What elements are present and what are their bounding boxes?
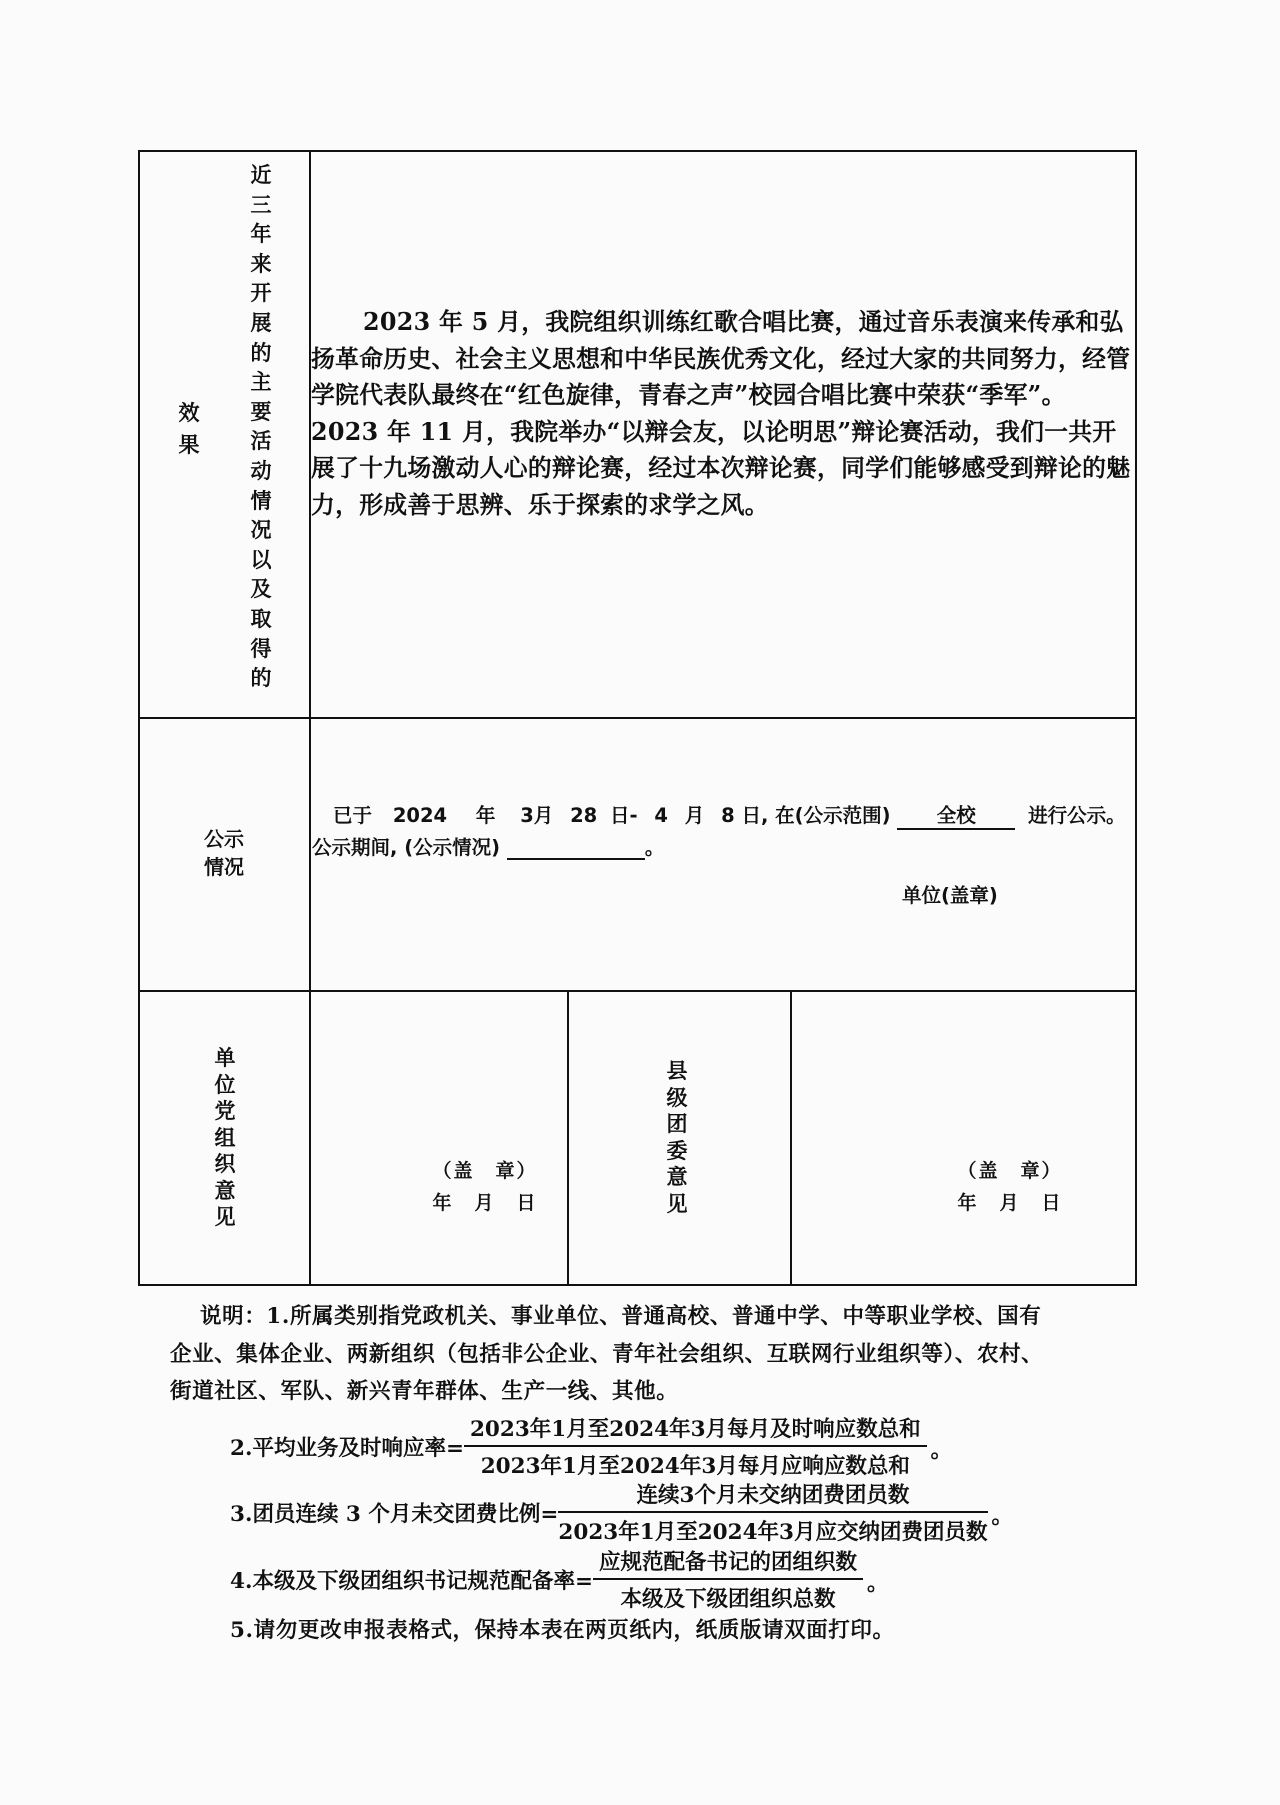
activities-label-vertical: [246, 160, 276, 693]
date-label: 年 月 日: [432, 1192, 538, 1214]
label-char: 要: [250, 398, 272, 424]
fraction-denominator: 本级及下级团组织总数: [620, 1587, 836, 1612]
publicity-year: 2024: [392, 804, 448, 827]
label-char: 的: [250, 339, 272, 365]
label-char: 动: [250, 457, 272, 483]
label-char: 意: [214, 1177, 236, 1203]
label-char: 见: [214, 1204, 236, 1229]
label-char: 近: [250, 162, 272, 187]
column-divider: [790, 990, 792, 1286]
label-line: 情况: [204, 855, 244, 879]
row-divider: [138, 990, 1137, 992]
label-char: 来: [250, 250, 272, 276]
label-char: 展: [250, 309, 272, 335]
column-divider: [567, 990, 569, 1286]
county-stamp-block: [935, 1155, 1085, 1219]
note-4-formula: [230, 1545, 889, 1613]
label-line: 公示: [204, 827, 244, 851]
label-char: 三: [250, 191, 272, 217]
label-char: 见: [666, 1190, 688, 1216]
text: 月: [684, 804, 705, 827]
fraction-numerator: 连续3个月未交纳团费团员数: [558, 1478, 987, 1513]
formula-label: 2.平均业务及时响应率=: [230, 1435, 464, 1461]
party-organization-opinion-label: [210, 1045, 240, 1231]
note-1-line: 企业、集体企业、两新组织（包括非公企业、青年社会组织、互联网行业组织等）、农村、: [170, 1341, 1044, 1367]
county-youth-league-opinion-label: [662, 1058, 692, 1217]
label-char: 意: [666, 1164, 688, 1189]
label-char: 委: [666, 1137, 688, 1163]
text: 公示期间, (公示情况): [312, 836, 501, 859]
label-char: 得: [250, 635, 272, 661]
publicity-start-day: 28: [570, 804, 598, 827]
unit-stamp-label: 单位(盖章): [902, 884, 998, 907]
label-char: 活: [250, 428, 272, 454]
text: 年: [475, 804, 496, 827]
publicity-scope-field[interactable]: 全校: [897, 800, 1015, 830]
label-char: 开: [250, 280, 272, 306]
activities-content: [311, 304, 1137, 523]
label-char: 年: [250, 221, 272, 247]
label-char: 组: [214, 1124, 236, 1150]
label-char: 织: [214, 1151, 236, 1176]
text: 已于: [333, 804, 373, 827]
row-divider: [138, 717, 1137, 719]
fraction: [593, 1545, 863, 1613]
notes-section: [170, 1298, 1120, 1411]
label-char: 以: [250, 546, 272, 572]
date-label: 年 月 日: [957, 1192, 1063, 1214]
text: 日, 在(公示范围): [741, 804, 891, 827]
text: 。: [644, 836, 665, 859]
label-char: 情: [250, 487, 272, 513]
label-char: 主: [250, 369, 272, 395]
note-2-formula: [230, 1412, 952, 1480]
note-3-formula: [230, 1478, 1013, 1546]
label-char: 位: [214, 1071, 236, 1097]
publicity-start-month: 3: [520, 804, 534, 827]
label-char: 及: [250, 576, 272, 602]
text: 日-: [610, 804, 638, 827]
fraction: [558, 1478, 987, 1546]
text: 月: [533, 804, 554, 827]
period: 。: [991, 1503, 1014, 1529]
label-char: 况: [250, 517, 272, 543]
publicity-end-day: 8: [721, 804, 735, 827]
label-char: 取: [250, 605, 272, 631]
note-5: 5.请勿更改申报表格式，保持本表在两页纸内，纸质版请双面打印。: [230, 1618, 895, 1643]
period: 。: [866, 1570, 889, 1596]
label-char: 果: [178, 432, 200, 457]
publicity-status-field[interactable]: [507, 836, 645, 860]
publicity-label: [138, 825, 310, 881]
formula-label: 3.团员连续 3 个月未交团费比例=: [230, 1501, 559, 1527]
note-1-line: 说明：1.所属类别指党政机关、事业单位、普通高校、普通中学、中等职业学校、国有: [200, 1304, 1042, 1329]
formula-label: 4.本级及下级团组织书记规范配备率=: [230, 1568, 593, 1594]
stamp-label: （盖 章）: [957, 1160, 1063, 1182]
fraction-denominator: 2023年1月至2024年3月应交纳团费团员数: [558, 1520, 988, 1545]
label-char: 县: [666, 1058, 688, 1083]
fraction-denominator: 2023年1月至2024年3月每月应响应数总和: [480, 1454, 910, 1479]
label-char: 单: [214, 1045, 236, 1070]
stamp-label: （盖 章）: [432, 1160, 538, 1182]
effects-label: [174, 397, 204, 461]
publicity-line-2: [312, 832, 664, 860]
period: 。: [930, 1437, 953, 1463]
fraction-numerator: 应规范配备书记的团组织数: [593, 1545, 863, 1580]
publicity-line-1: [333, 800, 1126, 830]
publicity-end-month: 4: [654, 804, 668, 827]
label-char: 党: [214, 1098, 236, 1123]
party-stamp-block: [410, 1155, 560, 1219]
activity-paragraph: 2023 年 11 月，我院举办“以辩会友，以论明思”辩论赛活动，我们一共开展了十九场激动人心的辩论赛，经过本次辩论赛，同学们能够感受到辩论的魅力，形成善于思辨、乐于探索的求学之风。: [311, 417, 1131, 519]
label-char: 团: [666, 1111, 688, 1136]
text: 进行公示。: [1028, 804, 1126, 827]
label-char: 效: [178, 400, 200, 425]
label-char: 的: [250, 665, 272, 691]
activity-paragraph: 2023 年 5 月，我院组织训练红歌合唱比赛，通过音乐表演来传承和弘扬革命历史、社会主义思想和中华民族优秀文化，经过大家的共同努力，经管学院代表队最终在“红色旋律，青春之声”校园合唱比赛中荣获“季军”。: [311, 308, 1131, 409]
label-char: 级: [666, 1084, 688, 1110]
fraction: [464, 1412, 927, 1480]
fraction-numerator: 2023年1月至2024年3月每月及时响应数总和: [464, 1412, 927, 1447]
note-1-line: 街道社区、军队、新兴青年群体、生产一线、其他。: [170, 1379, 679, 1404]
